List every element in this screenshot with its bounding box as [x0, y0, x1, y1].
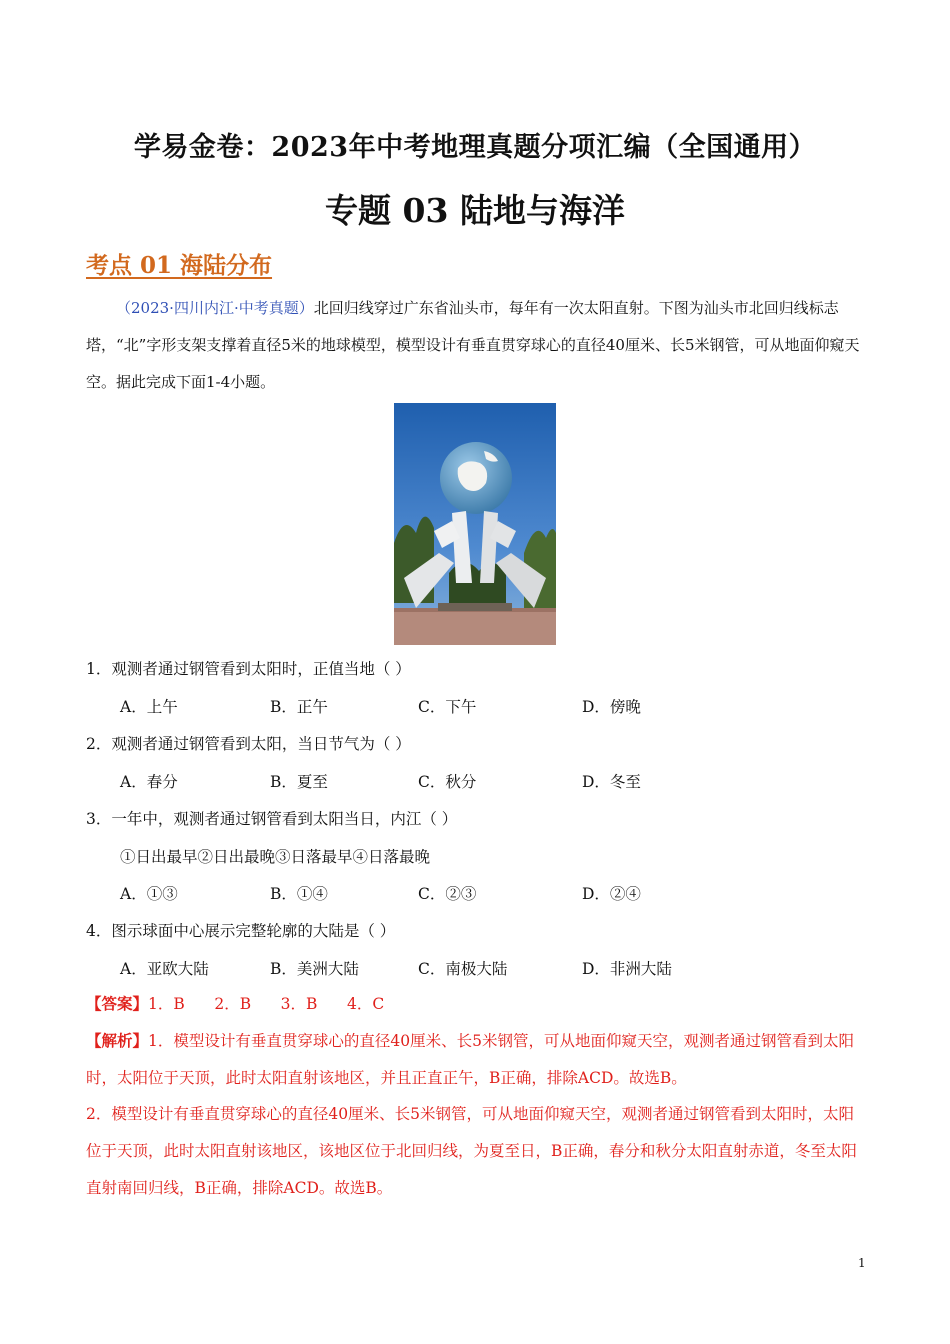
analysis-label: 【解析】 — [86, 1031, 149, 1050]
option-d: D．冬至 — [582, 773, 641, 791]
option-a: A．亚欧大陆 — [120, 960, 209, 978]
page-number: 1 — [858, 1256, 866, 1270]
question-2-stem: 2．观测者通过钢管看到太阳，当日节气为（ ） — [86, 735, 411, 753]
option-b: B．美洲大陆 — [270, 960, 359, 978]
option-a: A．上午 — [120, 698, 178, 716]
answer-label: 【答案】 — [86, 994, 149, 1013]
option-d: D．傍晚 — [582, 698, 641, 716]
section-heading: 考点 01 海陆分布 — [86, 252, 273, 279]
analysis-text-1: 1．模型设计有垂直贯穿球心的直径40厘米、长5米钢管，可从地面仰窥天空，观测者通过钢管看到太阳时，太阳位于天顶，此时太阳直射该地区，并且正直正午，B正确，排除ACD。故选B。 — [86, 1032, 854, 1087]
topic-title: 专题 03 陆地与海洋 — [325, 191, 625, 230]
option-b: B．正午 — [270, 698, 328, 716]
intro-text: 北回归线穿过广东省汕头市，每年有一次太阳直射。下图为汕头市北回归线标志塔，“北”字形支架支撑着直径5米的地球模型，模型设计有垂直贯穿球心的直径40厘米、长5米钢管，可从地面仰窥天空。据此完成下面1-4小题。 — [86, 299, 860, 391]
option-c: C．秋分 — [418, 773, 477, 791]
question-3-stem: 3．一年中，观测者通过钢管看到太阳当日，内江（ ） — [86, 810, 458, 828]
analysis-paragraph-2: 2．模型设计有垂直贯穿球心的直径40厘米、长5米钢管，可从地面仰窥天空，观测者通过钢管看到太阳时，太阳位于天顶，此时太阳直射该地区，该地区位于北回归线，为夏至日，B正确，春分和秋分太阳直射赤道，冬至太阳直射南回归线，B正确，排除ACD。故选B。 — [86, 1105, 857, 1197]
answer-line — [86, 985, 866, 1023]
document-title: 学易金卷：2023年中考地理真题分项汇编（全国通用） — [133, 132, 817, 163]
statement-list: ①日出最早②日出最晚③日落最早④日落最晚 — [120, 848, 431, 866]
option-c: C．下午 — [418, 698, 477, 716]
intro-paragraph — [86, 290, 866, 401]
option-c: C．②③ — [418, 885, 477, 903]
answer-text: 1．B 2．B 3．B 4．C — [148, 995, 385, 1013]
question-source: （2023·四川内江·中考真题） — [116, 299, 314, 317]
tropic-marker-photo — [394, 403, 556, 645]
globe-monument-image — [394, 403, 556, 645]
option-b: B．夏至 — [270, 773, 328, 791]
option-d: D．②④ — [582, 885, 641, 903]
analysis-paragraph-1 — [86, 1022, 866, 1097]
question-1-stem: 1．观测者通过钢管看到太阳时，正值当地（ ） — [86, 660, 411, 678]
option-a: A．①③ — [120, 885, 178, 903]
option-d: D．非洲大陆 — [582, 960, 672, 978]
option-a: A．春分 — [120, 773, 178, 791]
option-c: C．南极大陆 — [418, 960, 508, 978]
question-4-stem: 4．图示球面中心展示完整轮廓的大陆是（ ） — [86, 922, 396, 940]
option-b: B．①④ — [270, 885, 328, 903]
